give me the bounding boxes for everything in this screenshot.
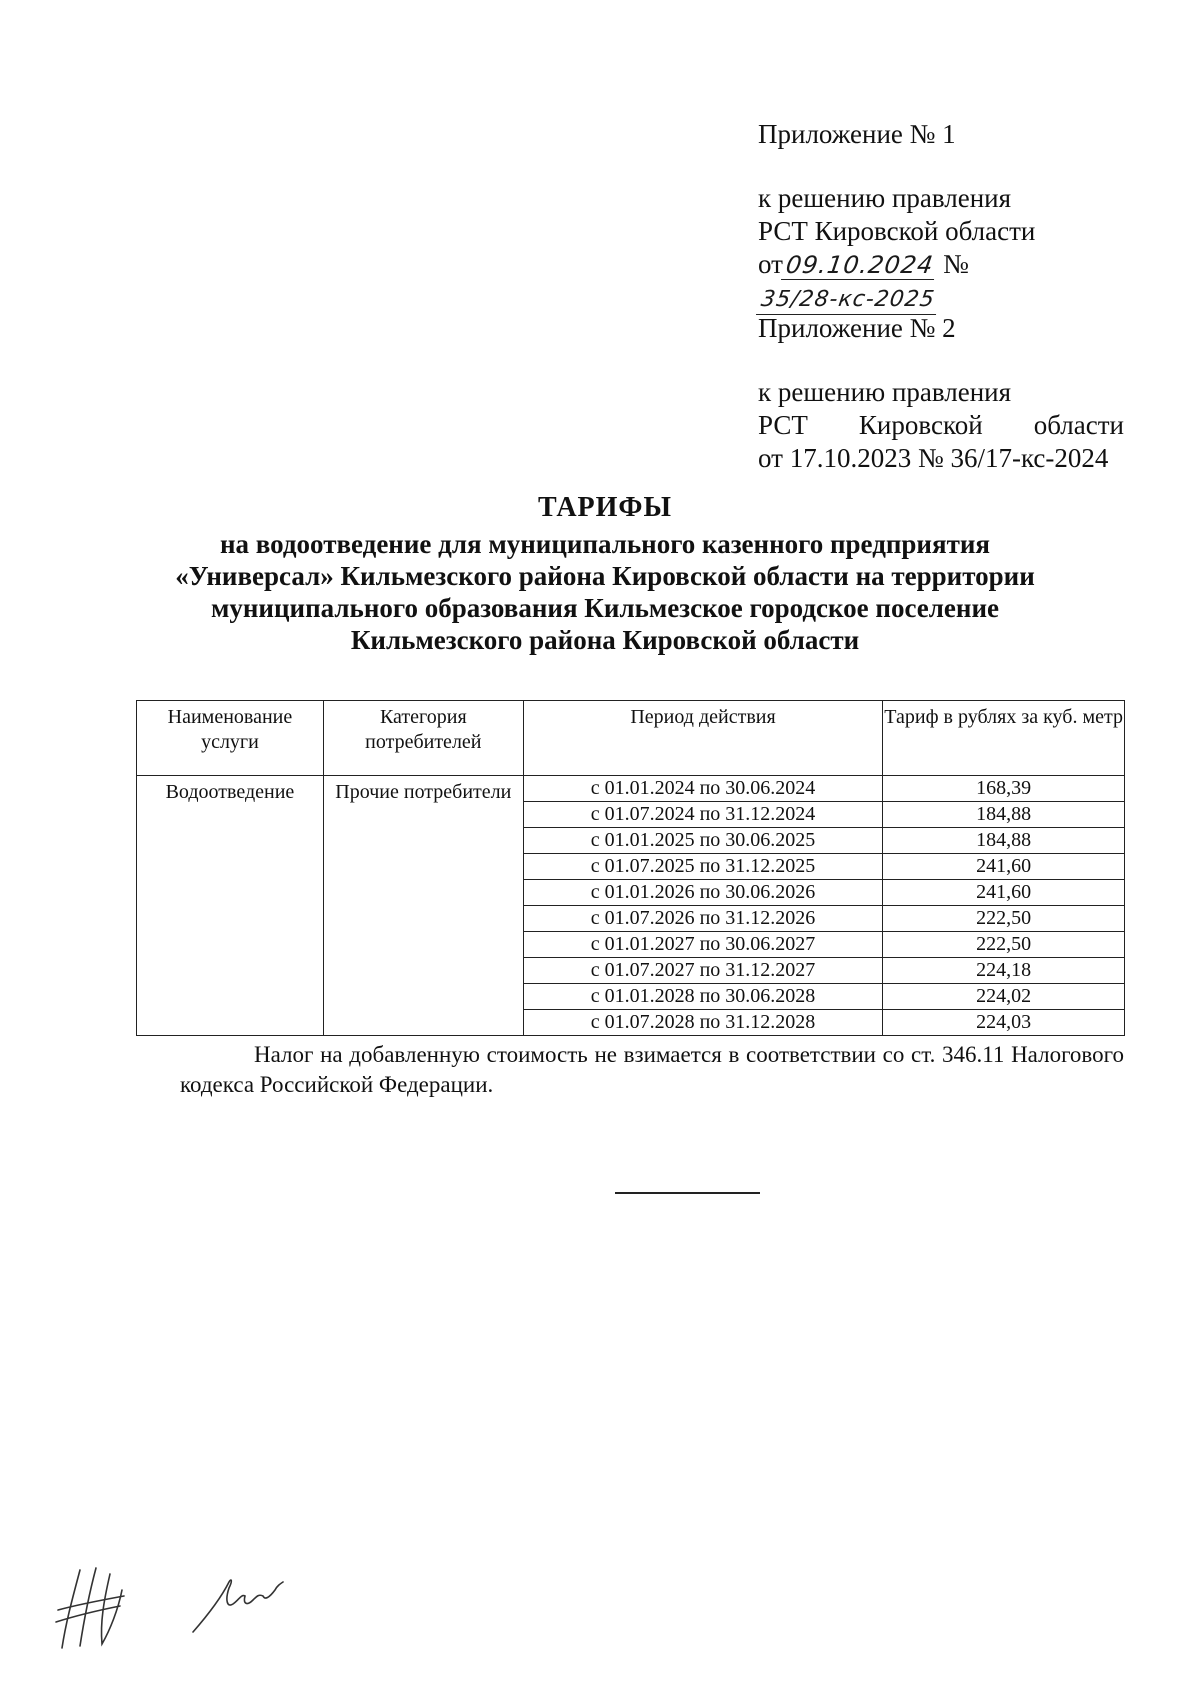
appendix-2-word-3: области xyxy=(1033,410,1124,440)
table-row xyxy=(137,776,1125,802)
date-prefix: от xyxy=(758,249,783,279)
handwritten-date: 09.10.2024 xyxy=(781,251,938,280)
appendix-2-word-2: Кировской xyxy=(858,410,983,440)
title-line-3: муниципального образования Кильмезское городское поселение xyxy=(210,593,999,623)
table-header-row xyxy=(137,701,1125,776)
title-line-2: «Универсал» Кильмезского района Кировской области на территории xyxy=(175,561,1035,591)
header-service: Наименование услуги xyxy=(137,701,324,776)
appendix-2-line-1: к решению правления xyxy=(758,377,1012,407)
handwritten-number: 35/28-кс-2025 xyxy=(756,286,940,315)
cell-period: с 01.07.2027 по 31.12.2027 xyxy=(523,958,883,984)
cell-tariff: 184,88 xyxy=(883,802,1125,828)
signature-2 xyxy=(185,1560,295,1640)
cell-period: с 01.01.2024 по 30.06.2024 xyxy=(523,776,883,802)
cell-period: с 01.01.2027 по 30.06.2027 xyxy=(523,932,883,958)
appendix-1-title: Приложение № 1 xyxy=(758,119,956,149)
cell-period: с 01.01.2025 по 30.06.2025 xyxy=(523,828,883,854)
cell-period: с 01.01.2026 по 30.06.2026 xyxy=(523,880,883,906)
closing-divider xyxy=(615,1192,760,1194)
appendix-1-line-2: РСТ Кировской области xyxy=(758,216,1036,246)
cell-tariff: 241,60 xyxy=(883,854,1125,880)
title-heading: ТАРИФЫ xyxy=(538,492,672,523)
cell-tariff: 222,50 xyxy=(883,906,1125,932)
header-tariff: Тариф в рублях за куб. метр xyxy=(883,701,1125,776)
cell-tariff: 184,88 xyxy=(883,828,1125,854)
appendix-1-date-line xyxy=(758,248,1124,315)
document-title xyxy=(150,492,1060,656)
tariff-table xyxy=(136,700,1125,1036)
cell-service: Водоотведение xyxy=(137,776,324,1036)
cell-tariff: 222,50 xyxy=(883,932,1125,958)
appendix-2-title: Приложение № 2 xyxy=(758,313,956,343)
appendix-2-block xyxy=(758,312,1124,475)
signature-1 xyxy=(50,1560,150,1655)
appendix-1-block xyxy=(758,118,1124,315)
title-line-4: Кильмезского района Кировской области xyxy=(350,625,860,655)
cell-tariff: 168,39 xyxy=(883,776,1125,802)
cell-tariff: 241,60 xyxy=(883,880,1125,906)
tax-note: Налог на добавленную стоимость не взимается в соответствии со ст. 346.11 Налогового кодекса Российской Федерации. xyxy=(180,1042,1124,1097)
cell-period: с 01.07.2024 по 31.12.2024 xyxy=(523,802,883,828)
appendix-2-line-3: от 17.10.2023 № 36/17-кс-2024 xyxy=(758,443,1109,473)
cell-period: с 01.01.2028 по 30.06.2028 xyxy=(523,984,883,1010)
header-period: Период действия xyxy=(523,701,883,776)
appendix-2-word-1: РСТ xyxy=(758,410,808,440)
cell-tariff: 224,03 xyxy=(883,1010,1125,1036)
cell-period: с 01.07.2025 по 31.12.2025 xyxy=(523,854,883,880)
title-line-1: на водоотведение для муниципального казенного предприятия xyxy=(219,529,991,559)
cell-category: Прочие потребители xyxy=(323,776,523,1036)
table-body xyxy=(137,776,1125,1036)
appendix-2-line-2 xyxy=(758,409,1124,442)
appendix-1-line-1: к решению правления xyxy=(758,183,1012,213)
cell-tariff: 224,02 xyxy=(883,984,1125,1010)
cell-period: с 01.07.2026 по 31.12.2026 xyxy=(523,906,883,932)
header-category: Категория потребителей xyxy=(323,701,523,776)
number-prefix: № xyxy=(943,249,969,279)
cell-period: с 01.07.2028 по 31.12.2028 xyxy=(523,1010,883,1036)
cell-tariff: 224,18 xyxy=(883,958,1125,984)
